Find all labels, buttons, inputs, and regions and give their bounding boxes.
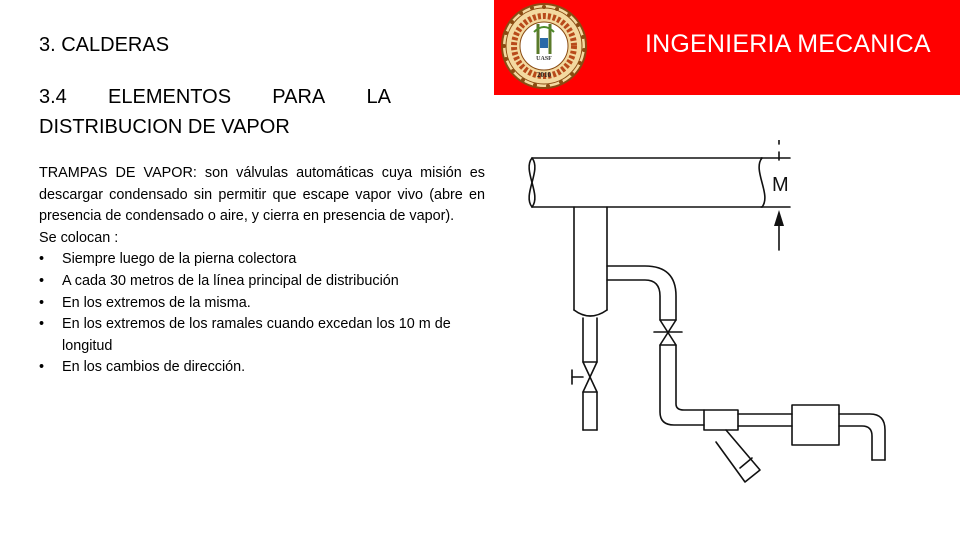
list-item: • En los extremos de los ramales cuando excedan los 10 m de longitud xyxy=(39,316,451,354)
isolation-valve-icon xyxy=(654,320,682,345)
bullet-icon: • xyxy=(39,316,45,333)
drain-valve-icon xyxy=(572,362,597,392)
subsection-title xyxy=(39,82,391,142)
dimension-label: M xyxy=(772,174,789,196)
subsection-word: 3.4 xyxy=(39,86,67,108)
list-item: • En los cambios de dirección. xyxy=(39,357,485,379)
definition-term: TRAMPAS DE VAPOR: xyxy=(39,165,197,181)
steam-trap-diagram xyxy=(512,140,912,490)
list-item: • En los extremos de la misma. xyxy=(39,293,485,315)
section-title: 3. CALDERAS xyxy=(39,34,170,56)
bullet-icon: • xyxy=(39,359,45,376)
bullet-icon: • xyxy=(39,251,45,268)
placement-intro: Se colocan : xyxy=(39,229,119,246)
subsection-word: LA xyxy=(366,86,391,108)
steam-trap-icon xyxy=(738,405,885,460)
definition-body: son válvulas automáticas cuya misión es descargar condensado sin permitir que escape vapor vivo (abre en presencia de condensado o aire, y cierra en presencia de vapor). xyxy=(39,165,485,225)
placement-list xyxy=(39,249,485,379)
university-logo xyxy=(500,2,588,90)
list-item: • A cada 30 metros de la línea principal de distribución xyxy=(39,271,485,293)
svg-text:UASF: UASF xyxy=(536,56,552,62)
subsection-title-line1 xyxy=(39,82,391,112)
subsection-word: PARA xyxy=(272,86,326,108)
university-seal-icon xyxy=(500,2,588,90)
subsection-title-line2: DISTRIBUCION DE VAPOR xyxy=(39,116,290,138)
strainer-icon xyxy=(704,410,760,482)
body-text xyxy=(39,163,485,379)
bullet-icon: • xyxy=(39,294,45,311)
header-title: INGENIERIA MECANICA xyxy=(645,30,931,58)
steam-trap-definition xyxy=(39,163,485,228)
collecting-leg xyxy=(574,207,607,430)
main-steam-pipe xyxy=(529,158,765,207)
branch-pipe xyxy=(607,266,704,425)
svg-text:2010: 2010 xyxy=(537,71,551,79)
list-item: • Siempre luego de la pierna colectora xyxy=(39,249,485,271)
bullet-icon: • xyxy=(39,272,45,289)
subsection-word: ELEMENTOS xyxy=(108,86,232,108)
